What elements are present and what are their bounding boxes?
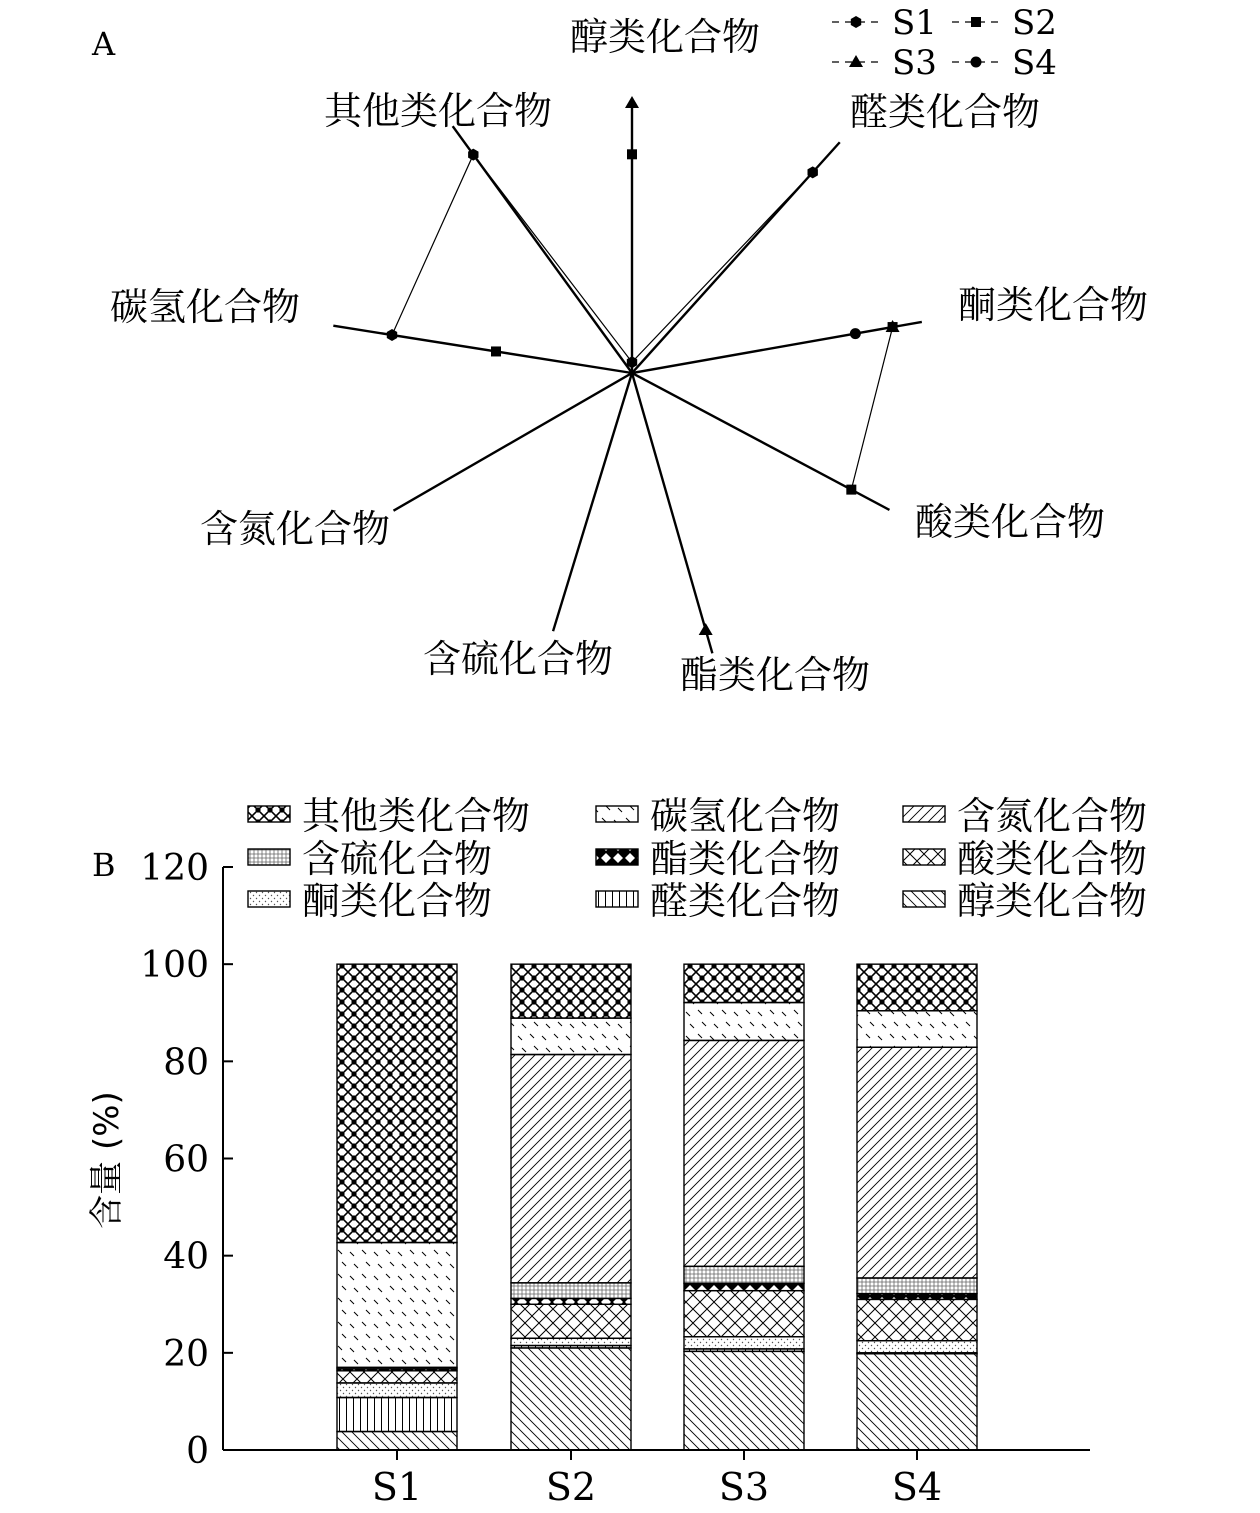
radar-point-s2 (846, 485, 856, 495)
legend-swatch (248, 849, 290, 865)
bar-segment (337, 1432, 457, 1450)
bar-segment (511, 1304, 631, 1338)
legend-label: S3 (892, 43, 937, 83)
x-tick-label: S1 (371, 1465, 423, 1509)
legend-label: S2 (1012, 3, 1057, 43)
legend-swatch (903, 891, 945, 907)
bar-segment (857, 1354, 977, 1450)
bar-segment (337, 1243, 457, 1368)
radar-point-s3 (625, 96, 639, 108)
bar-segment (511, 1348, 631, 1450)
legend-label: S1 (892, 3, 937, 43)
legend-label: 含硫化合物 (302, 837, 493, 881)
radar-series-s4 (632, 334, 855, 373)
bar-legend (248, 794, 1147, 923)
bar-segment (684, 1337, 804, 1349)
radar-series-s2 (496, 154, 893, 489)
legend-swatch (248, 806, 290, 822)
y-tick-label: 40 (163, 1236, 209, 1278)
legend-label: 醇类化合物 (957, 879, 1148, 923)
legend-label: S4 (1012, 43, 1057, 83)
legend-swatch (596, 849, 638, 865)
y-tick-label: 20 (163, 1333, 209, 1375)
radar-point-s3 (699, 623, 713, 635)
legend-marker-s2 (971, 17, 981, 27)
bar-segment (511, 1055, 631, 1283)
bar-segment (684, 1003, 804, 1041)
y-axis-label: 含量 (%) (87, 1091, 127, 1229)
y-tick-label: 60 (163, 1139, 209, 1181)
radar-axis-label: 酸类化合物 (914, 500, 1106, 544)
bar-segment (337, 1383, 457, 1398)
radar-point-s2 (491, 346, 501, 356)
bar-segment (337, 1371, 457, 1383)
legend-label: 含氮化合物 (957, 794, 1148, 838)
x-tick-label: S2 (545, 1465, 597, 1509)
bar-segment (857, 1278, 977, 1294)
bar-segment (511, 964, 631, 1018)
bar-segment (684, 964, 804, 1002)
radar-axis-label: 醇类化合物 (569, 15, 761, 59)
bar-segment (511, 1283, 631, 1299)
radar-axis-label: 碳氢化合物 (109, 285, 301, 329)
radar-axis-label: 含氮化合物 (199, 507, 391, 551)
y-tick-label: 120 (140, 848, 209, 889)
radar-axis-label: 酯类化合物 (679, 653, 871, 697)
bar-segment (857, 1294, 977, 1300)
y-tick-label: 100 (140, 945, 209, 987)
radar-axis-label: 含硫化合物 (422, 637, 614, 681)
legend-marker-s4 (971, 57, 982, 68)
bar-segment (684, 1283, 804, 1290)
stacked-bar-chart (87, 794, 1147, 1509)
legend-label: 醛类化合物 (650, 879, 841, 923)
legend-swatch (248, 891, 290, 907)
bar-segment (511, 1018, 631, 1054)
x-tick-label: S3 (718, 1465, 770, 1509)
legend-swatch (903, 806, 945, 822)
bar-segment (684, 1266, 804, 1283)
legend-label: 酯类化合物 (650, 837, 841, 881)
legend-marker-s3 (849, 55, 863, 67)
legend-swatch (596, 891, 638, 907)
bar-segment (857, 1341, 977, 1353)
bar-segment (857, 1299, 977, 1340)
panel-label-a: A (92, 25, 116, 63)
bar-segment (857, 964, 977, 1011)
y-tick-label: 80 (163, 1042, 209, 1084)
legend-marker-s1 (851, 16, 861, 28)
bar-segment (684, 1040, 804, 1266)
bar-segment (511, 1298, 631, 1304)
bar-segment (857, 1047, 977, 1278)
radar-axis-label: 其他类化合物 (323, 89, 553, 133)
legend-swatch (903, 849, 945, 865)
radar-legend (832, 3, 1057, 83)
legend-label: 其他类化合物 (302, 794, 531, 838)
bar-segment (511, 1338, 631, 1345)
bar-segment (337, 1398, 457, 1432)
bar-segment (337, 964, 457, 1242)
panel-label-b: B (92, 846, 116, 884)
radar-chart (91, 3, 1148, 697)
legend-label: 酮类化合物 (302, 879, 493, 923)
legend-label: 碳氢化合物 (650, 794, 841, 838)
x-tick-label: S4 (891, 1465, 943, 1509)
y-tick-label: 0 (186, 1431, 209, 1472)
radar-series-s1 (392, 155, 813, 373)
bar-segment (857, 1011, 977, 1047)
bar-segment (684, 1351, 804, 1450)
radar-axis-label: 酮类化合物 (957, 283, 1149, 327)
legend-label: 酸类化合物 (957, 837, 1148, 881)
legend-swatch (596, 806, 638, 822)
bar-segment (684, 1291, 804, 1337)
radar-point-s4 (850, 328, 861, 339)
radar-axis-label: 醛类化合物 (849, 90, 1041, 134)
radar-point-s1 (387, 329, 397, 341)
